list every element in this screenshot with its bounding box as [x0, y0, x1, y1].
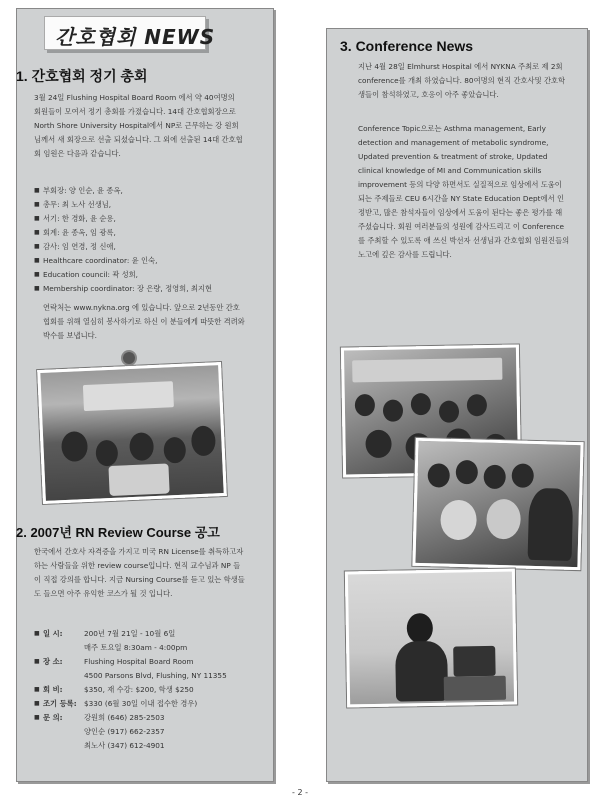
- officer-list: [34, 184, 246, 296]
- list-item: ■ 서기: 한 경화, 윤 순용,: [34, 212, 246, 226]
- conference-attendees-photo: [412, 438, 583, 570]
- schedule-label: ■ 회 비:: [43, 685, 63, 694]
- newsletter-title: 간호협회 NEWS: [55, 25, 216, 49]
- section3-paragraph-2: Conference Topic으로는 Asthma management, Early detection and management of metabolic syndrome, Updated prevention & treatment of stroke, Updated clinical knowledge of MI and Communication skills improvement 등의 다양 하면서도 실질적으로 임상에서 도움이 되는 주제들로 CEU 6시간을 NY State Education Dept에서 인정받고, 많은 참석자들이 임상에서 도움이 된다는 좋은 평가를 해 주셨습니다. 회원 여러분들의 성원에 감사드리고 이 Conference를 주최할 수 있도록 애 쓰신 박선자 선생님과 간호협회 임원진들의 노고에 깊은 감사를 드립니다.: [358, 124, 570, 259]
- list-item: ■ 총무: 최 노사 선생님,: [34, 198, 246, 212]
- schedule-value: 4500 Parsons Blvd, Flushing, NY 11355: [84, 671, 227, 680]
- list-item: ■ 부회장: 양 인순, 윤 종옥,: [34, 184, 246, 198]
- schedule-row: [34, 697, 248, 711]
- schedule-label: ■ 문 의:: [43, 713, 63, 722]
- list-item: ■ 감사: 임 연경, 정 신애,: [34, 240, 246, 254]
- schedule-value: 매주 토요일 8:30am - 4:00pm: [84, 643, 188, 652]
- section2-title: 2. 2007년 RN Review Course 공고: [16, 525, 220, 540]
- schedule-value: $330 (6월 30일 이내 접수한 경우): [84, 699, 198, 708]
- list-item: ■ Healthcare coordinator: 윤 인숙,: [34, 254, 246, 268]
- conference-speaker-photo: [345, 569, 517, 708]
- schedule-value: 양인순 (917) 662-2357: [84, 727, 165, 736]
- schedule-label: ■ 조기 등록:: [43, 699, 77, 708]
- page-number: - 2 -: [292, 788, 308, 797]
- schedule-value: Flushing Hospital Board Room: [84, 657, 194, 666]
- section1-intro: 3월 24일 Flushing Hospital Board Room 에서 약 40여명의 회원들이 모여서 정기 총회를 가졌습니다. 14대 간호협회장으로 North Shore University Hospital에서 NP로 근무하는 강 원희님께서 새 회장으로 선출 되셨습니다. 그 외에 선출된 14대 간호협회 임원은 다음과 같습니다.: [34, 93, 243, 158]
- section2-intro: 한국에서 간호사 자격증을 가지고 미국 RN License를 취득하고자 하는 사람들을 위한 review course입니다. 현직 교수님과 NP 들이 직접 강의를 합니다. 지금 Nursing Course를 듣고 있는 학생들도 들으면 아주 유익한 코스가 될 것 입니다.: [34, 547, 245, 598]
- schedule-value: 최노사 (347) 612-4901: [84, 741, 165, 750]
- schedule-row: [34, 683, 248, 697]
- section3-title: 3. Conference News: [340, 38, 474, 54]
- schedule-value: 강원희 (646) 285-2503: [84, 713, 165, 722]
- schedule-label: ■ 장 소:: [43, 657, 63, 666]
- list-item: ■ Education council: 곽 성희,: [34, 268, 246, 282]
- section3-paragraph-1: 지난 4월 28일 Elmhurst Hospital 에서 NYKNA 주최로 제 2회 conference를 개최 하였습니다. 80여명의 현직 간호사및 간호학생들이 참석하였고, 호응이 아주 좋았습니다.: [358, 62, 566, 99]
- schedule-row: [34, 711, 248, 753]
- section1-title: 1. 간호협회 정기 총회: [16, 68, 148, 84]
- schedule-value: $350, 재 수강: $200, 학생 $250: [84, 685, 194, 694]
- list-item: ■ Membership coordinator: 장 은량, 정영희, 최지현: [34, 282, 246, 296]
- pin-icon: [123, 352, 135, 364]
- course-schedule: [34, 627, 248, 753]
- schedule-label: ■ 일 시:: [43, 629, 63, 638]
- schedule-row: [34, 627, 248, 655]
- list-item: ■ 회계: 윤 종옥, 임 광록,: [34, 226, 246, 240]
- schedule-row: [34, 655, 248, 683]
- section1-closing: 연락처는 www.nykna.org 에 있습니다. 앞으로 2년동안 간호협회를 위해 열심히 봉사하기로 하신 이 분들에게 따뜻한 격려와 박수를 보냅니다.: [43, 303, 245, 340]
- schedule-value: 200년 7월 21일 - 10월 6일: [84, 629, 176, 638]
- meeting-photo: [37, 362, 227, 504]
- news-title-box: [44, 16, 216, 50]
